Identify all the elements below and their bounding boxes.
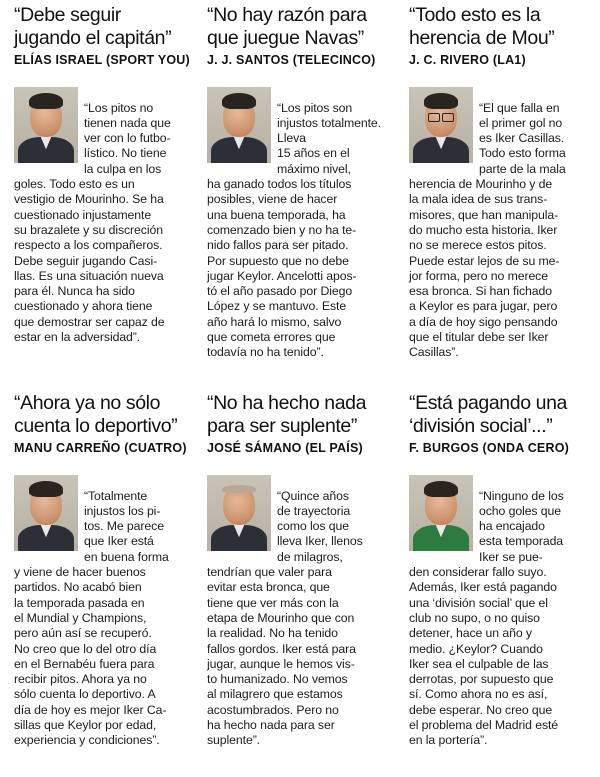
article-body xyxy=(207,70,395,361)
author-byline: J. J. SANTOS (TELECINCO) xyxy=(207,53,376,67)
author-photo xyxy=(14,475,78,551)
author-byline: ELÍAS ISRAEL (SPORT YOU) xyxy=(14,53,190,67)
article-text: “Totalmente injustos los pi- tos. Me parece que Iker está en buena forma y viene de hacer buenos partidos. No acabó bien la temporada pasada en el Mundial y Champions, pero aún así se recuperó. No creo que lo del otro día en el Bernabéu fuera para recibir pitos. Ahora ya no sólo cuenta lo deportivo. A día de hoy es mejor Iker Ca- sillas que Keylor por edad, experiencia y condiciones”. xyxy=(14,488,169,748)
article-jc-rivero xyxy=(409,4,597,361)
article-body xyxy=(207,458,395,749)
headline-quote: “Ahora ya no sólo cuenta lo deportivo” xyxy=(14,392,178,437)
article-text: “Los pitos no tienen nada que ver con lo futbo- lístico. No tiene la culpa en los goles. Todo esto es un vestigio de Mourinho. Se ha cuestionado injustamente su brazalete y su discreción respecto a los compañeros. Debe seguir jugando Casi- llas. Es una situación nueva para él. Nunca ha sido cuestionado y ahora tiene que demostrar ser capaz de estar en la adversidad”. xyxy=(14,100,171,345)
article-jj-santos xyxy=(207,4,395,361)
author-byline: MANU CARREÑO (CUATRO) xyxy=(14,441,187,455)
article-body xyxy=(409,458,597,749)
headline-quote: “Todo esto es la herencia de Mou” xyxy=(409,4,555,49)
author-byline: F. BURGOS (ONDA CERO) xyxy=(409,441,569,455)
headline-quote: “Está pagando una ‘división social’...” xyxy=(409,392,567,437)
author-photo xyxy=(14,87,78,163)
article-manu-carreno xyxy=(14,392,202,749)
author-photo xyxy=(409,87,473,163)
headline-quote: “No ha hecho nada para ser suplente” xyxy=(207,392,367,437)
headline-quote: “Debe seguir jugando el capitán” xyxy=(14,4,172,49)
author-byline: JOSÉ SÁMANO (EL PAÍS) xyxy=(207,441,363,455)
author-photo xyxy=(207,475,271,551)
article-body xyxy=(14,458,202,749)
article-jose-samano xyxy=(207,392,395,749)
article-body xyxy=(409,70,597,361)
article-f-burgos xyxy=(409,392,597,749)
author-byline: J. C. RIVERO (LA1) xyxy=(409,53,526,67)
article-text: “Ninguno de los ocho goles que ha encajado esta temporada Iker se pue- den considerar fallo suyo. Además, Iker está pagando una ‘división social’ que el club no supo, o no quiso detener, hace un año y medio. ¿Keylor? Cuando Iker sea el culpable de las derrotas, por supuesto que sí. Como ahora no es así, debe esperar. No creo que el problema del Madrid esté en la portería”. xyxy=(409,488,564,748)
article-body xyxy=(14,70,202,345)
headline-quote: “No hay razón para que juegue Navas” xyxy=(207,4,367,49)
author-photo xyxy=(409,475,473,551)
article-text: “El que falla en el primer gol no es Iker Casillas. Todo esto forma parte de la mala herencia de Mourinho y de la mala idea de sus trans- misores, que han manipula- do mucho esta historia. Iker no se merece estos pitos. Puede estar lejos de su me- jor forma, pero no merece esa bronca. Si han fichado a Keylor es para jugar, pero a día de hoy sigo pensando que el titular debe ser Iker Casillas”. xyxy=(409,100,566,360)
article-text: “Los pitos son injustos totalmente. Lleva 15 años en el máximo nivel, ha ganado todos los títulos posibles, viene de hacer una buena temporada, ha comenzado bien y no ha te- nido fallos para ser pitado. Por supuesto que no debe jugar Keylor. Ancelotti apos- tó el año pasado por Diego López y se mantuvo. Este año hará lo mismo, salvo que cometa errores que todavía no ha tenido”. xyxy=(207,100,381,360)
author-photo xyxy=(207,87,271,163)
article-elias-israel xyxy=(14,4,202,345)
article-text: “Quince años de trayectoria como los que lleva Iker, llenos de milagros, tendrían que valer para evitar esta bronca, que tiene que ver más con la etapa de Mourinho que con la realidad. No ha tenido fallos gordos. Iker está para jugar, aunque le hemos vis- to humanizado. No vemos al milagrero que estamos acostumbrados. Pero no ha hecho nada para ser suplente”. xyxy=(207,488,363,748)
